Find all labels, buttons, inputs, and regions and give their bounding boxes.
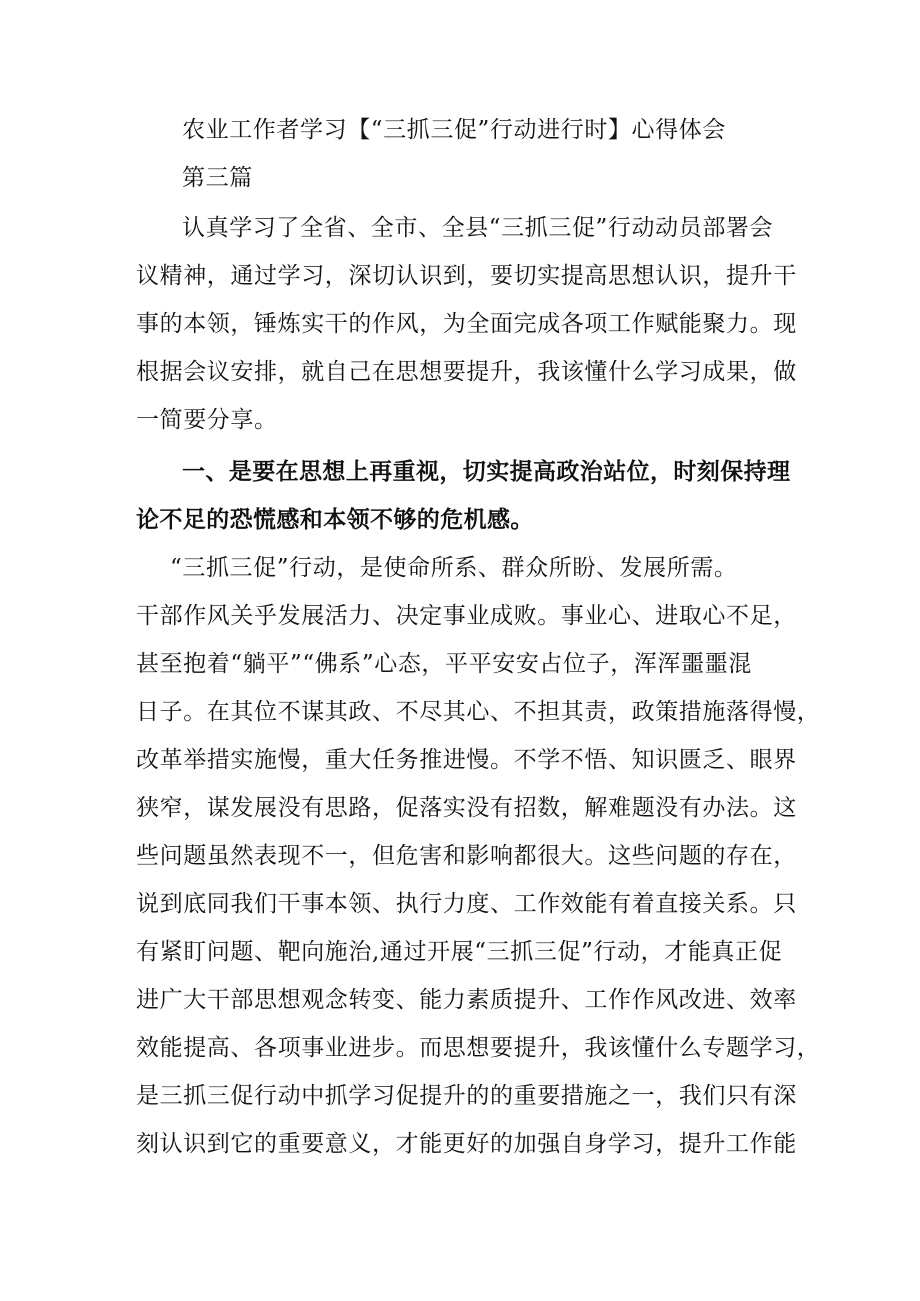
body-line: 改革举措实施慢，重大任务推进慢。不学不悟、知识匮乏、眼界 — [136, 747, 797, 773]
body-line: 干部作风关乎发展活力、决定事业成败。事业心、进取心不足， — [136, 603, 797, 629]
heading-line: 一、是要在思想上再重视，切实提高政治站位，时刻保持理 — [182, 459, 791, 485]
intro-line: 认真学习了全省、全市、全县“三抓三促”行动动员部署会 — [182, 215, 774, 241]
document-title: 农业工作者学习【“三抓三促”行动进行时】心得体会 — [182, 117, 726, 143]
body-line: 有紧盯问题、靶向施治,通过开展“三抓三促”行动，才能真正促 — [136, 939, 783, 965]
body-line: 日子。在其位不谋其政、不尽其心、不担其责，政策措施落得慢， — [136, 699, 821, 725]
intro-line: 一简要分享。 — [136, 407, 278, 433]
body-line: 些问题虽然表现不一，但危害和影响都很大。这些问题的存在， — [136, 843, 797, 869]
body-line: “三抓三促”行动，是使命所系、群众所盼、发展所需。 — [170, 555, 738, 581]
intro-line: 事的本领，锤炼实干的作风，为全面完成各项工作赋能聚力。现 — [136, 311, 797, 337]
document-subtitle: 第三篇 — [182, 165, 253, 191]
intro-line: 根据会议安排，就自己在思想要提升，我该懂什么学习成果，做 — [136, 359, 797, 385]
body-line: 甚至抱着“躺平”“佛系”心态，平平安安占位子，浑浑噩噩混 — [136, 651, 752, 677]
body-line: 狭窄，谋发展没有思路，促落实没有招数，解难题没有办法。这 — [136, 795, 797, 821]
body-line: 效能提高、各项事业进步。而思想要提升，我该懂什么专题学习， — [136, 1035, 821, 1061]
body-line: 说到底同我们干事本领、执行力度、工作效能有着直接关系。只 — [136, 891, 797, 917]
intro-line: 议精神，通过学习，深切认识到，要切实提高思想认识，提升干 — [136, 263, 797, 289]
body-line: 进广大干部思想观念转变、能力素质提升、工作作风改进、效率 — [136, 987, 797, 1013]
body-line: 刻认识到它的重要意义，才能更好的加强自身学习，提升工作能 — [136, 1131, 797, 1157]
heading-line: 论不足的恐慌感和本领不够的危机感。 — [136, 507, 534, 533]
body-line: 是三抓三促行动中抓学习促提升的的重要措施之一，我们只有深 — [136, 1083, 797, 1109]
